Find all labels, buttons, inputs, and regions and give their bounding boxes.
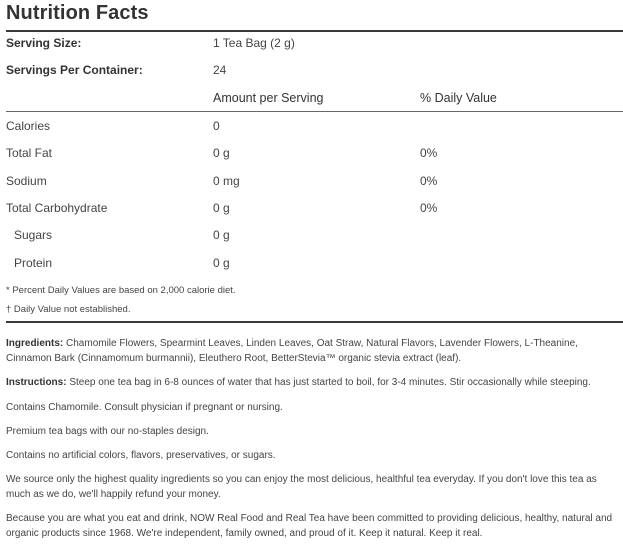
nutrient-name: Sugars: [14, 228, 53, 242]
nutrient-name: Protein: [14, 256, 53, 270]
nutrient-amount: 0 g: [213, 146, 230, 160]
servings-per-container-label: Servings Per Container:: [6, 63, 143, 77]
ingredients-label: Ingredients:: [6, 338, 64, 349]
nutrient-amount: 0: [213, 119, 220, 133]
instructions-label: Instructions:: [6, 377, 67, 388]
nutrient-row-sugars: [6, 226, 623, 244]
serving-size-value: 1 Tea Bag (2 g): [213, 36, 295, 50]
nutrient-row-total-fat: [6, 144, 623, 162]
servings-per-container-value: 24: [213, 63, 227, 77]
chamomile-warning: Contains Chamomile. Consult physician if pregnant or nursing.: [6, 402, 283, 413]
table-header-row: [6, 89, 623, 107]
nutrient-row-calories: [6, 117, 623, 135]
ingredients-paragraph: [6, 336, 618, 366]
nutrient-name: Calories: [6, 119, 51, 133]
title-divider: [6, 30, 623, 32]
nutrition-facts-title: Nutrition Facts: [6, 2, 149, 24]
nutrient-row-total-carbohydrate: [6, 199, 623, 217]
nutrient-amount: 0 g: [213, 256, 230, 270]
amount-per-serving-header: Amount per Serving: [213, 91, 324, 105]
instructions-paragraph: [6, 375, 618, 390]
dv-not-established-footnote: † Daily Value not established.: [6, 304, 131, 315]
footnote-divider: [6, 321, 623, 323]
company-note: Because you are what you eat and drink, NOW Real Food and Real Tea have been committed to providing delicious, healthy, natural and organic products since 1968. We're independent, family owned, and proud of it. Keep it natural. Keep it real.: [6, 513, 613, 539]
header-divider: [6, 111, 623, 112]
nutrient-amount: 0 g: [213, 228, 230, 242]
daily-value-header: % Daily Value: [420, 91, 497, 105]
tea-bag-note: Premium tea bags with our no-staples design.: [6, 426, 209, 437]
nutrient-name: Sodium: [6, 174, 47, 188]
nutrient-name: Total Carbohydrate: [6, 201, 108, 215]
no-artificial-note: Contains no artificial colors, flavors, preservatives, or sugars.: [6, 450, 276, 461]
serving-size-row: [6, 34, 623, 52]
ingredients-text: Chamomile Flowers, Spearmint Leaves, Linden Leaves, Oat Straw, Natural Flavors, Lavender Flowers, L-Theanine, Cinnamon Bark (Cinnamomum burmannii), Eleuthero Root, BetterStevia™ organic stevia extract (leaf).: [6, 338, 578, 364]
quality-guarantee-note: We source only the highest quality ingredients so you can enjoy the most delicious, healthful tea everyday. If you don't love this tea as much as we do, we'll happily refund your money.: [6, 474, 597, 500]
percent-dv-footnote: * Percent Daily Values are based on 2,000 calorie diet.: [6, 285, 236, 296]
nutrient-dv: 0%: [420, 146, 438, 160]
instructions-text: Steep one tea bag in 6-8 ounces of water that has just started to boil, for 3-4 minutes. Stir occasionally while steeping.: [66, 377, 591, 388]
nutrient-amount: 0 g: [213, 201, 230, 215]
nutrient-dv: 0%: [420, 174, 438, 188]
nutrient-row-protein: [6, 254, 623, 272]
nutrient-row-sodium: [6, 172, 623, 190]
servings-per-container-row: [6, 61, 623, 79]
nutrient-name: Total Fat: [6, 146, 53, 160]
nutrient-amount: 0 mg: [213, 174, 240, 188]
nutrient-dv: 0%: [420, 201, 438, 215]
serving-size-label: Serving Size:: [6, 36, 82, 50]
